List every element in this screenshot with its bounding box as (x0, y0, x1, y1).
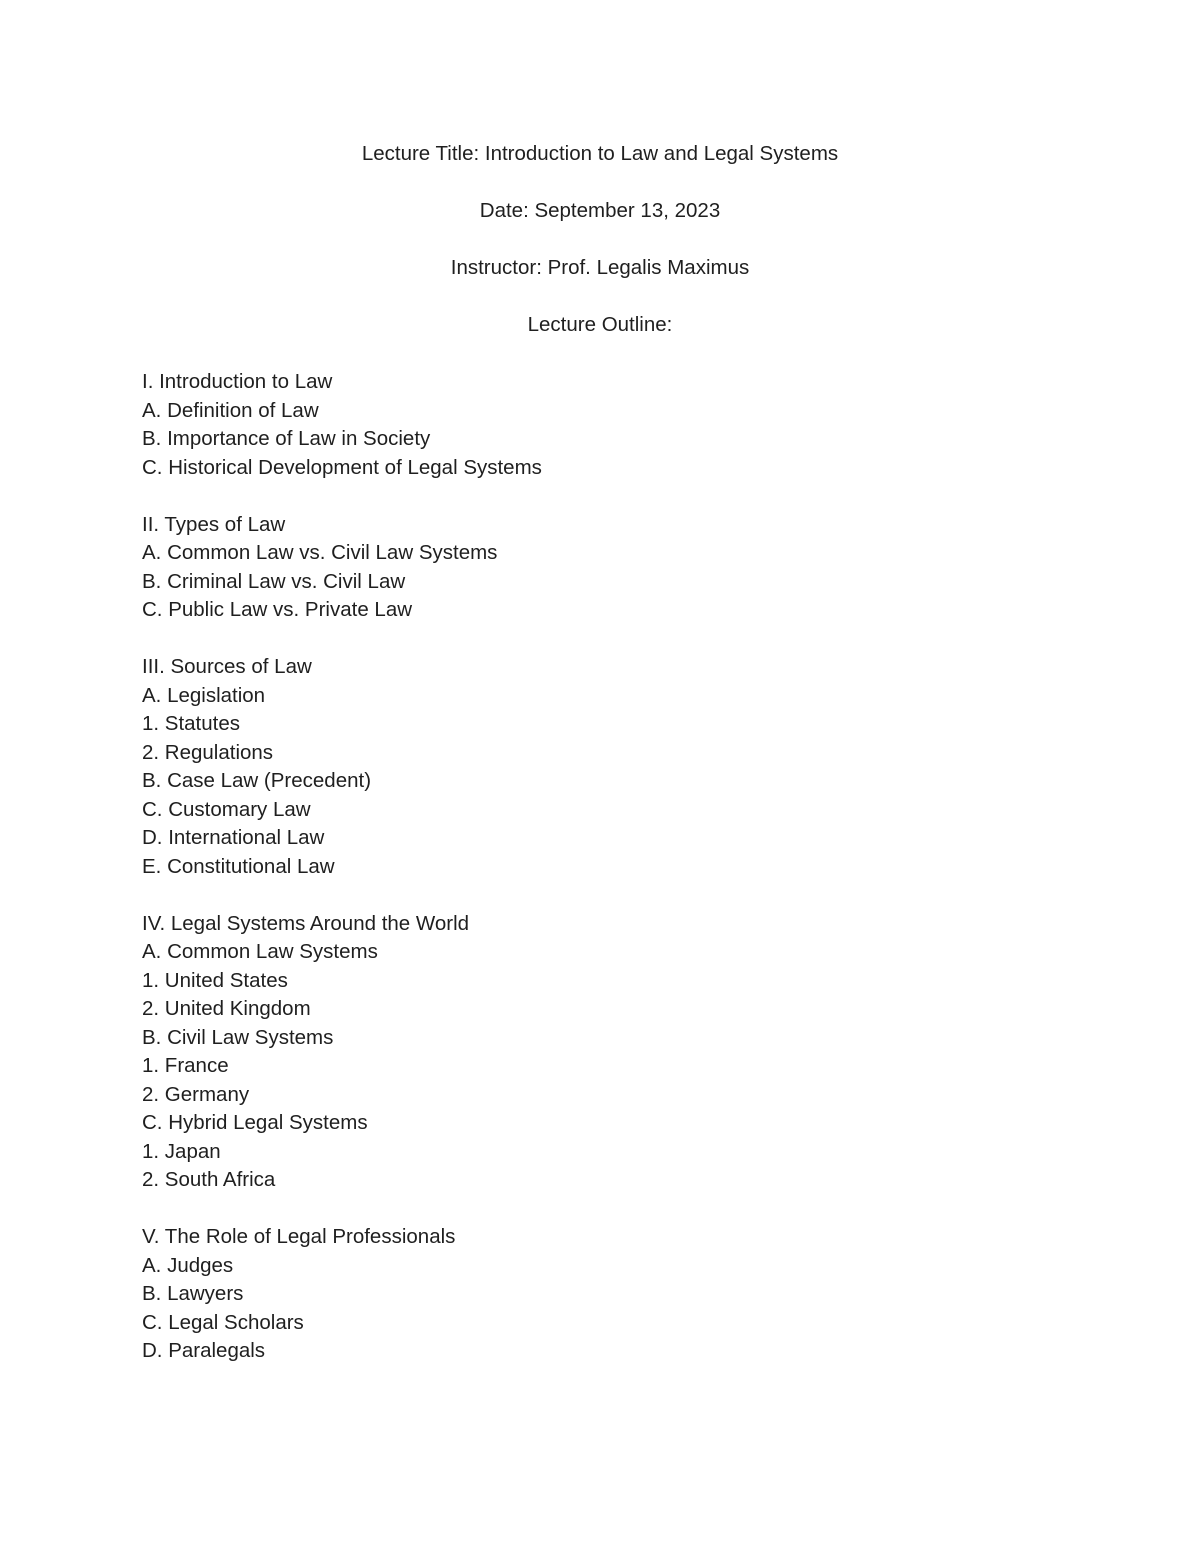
outline-item: B. Civil Law Systems (142, 1025, 334, 1049)
outline-item: B. Criminal Law vs. Civil Law (142, 569, 406, 593)
outline-item: A. Common Law Systems (142, 940, 378, 963)
document-header (0, 140, 1200, 368)
outline-item: 1. Statutes (142, 712, 241, 735)
outline-item: C. Historical Development of Legal Systems (142, 455, 542, 479)
outline-label: Lecture Outline: (527, 313, 673, 336)
section-heading: III. Sources of Law (142, 655, 312, 678)
outline-section-2 (142, 511, 1142, 625)
outline-item: B. Lawyers (142, 1282, 244, 1305)
lecture-title: Lecture Title: Introduction to Law and Legal Systems (361, 142, 839, 165)
outline-item: 1. France (142, 1054, 229, 1077)
outline-item: A. Legislation (142, 683, 266, 707)
outline-item: C. Legal Scholars (142, 1310, 304, 1334)
outline-item: 2. United Kingdom (142, 997, 311, 1020)
outline-item: D. International Law (142, 826, 325, 849)
outline-item: A. Definition of Law (142, 398, 319, 422)
section-heading: IV. Legal Systems Around the World (142, 911, 470, 935)
outline-item: D. Paralegals (142, 1339, 266, 1362)
lecture-date: Date: September 13, 2023 (479, 199, 721, 222)
lecture-outline (142, 368, 1142, 1394)
outline-item: 2. Regulations (142, 740, 274, 764)
outline-item: 1. Japan (142, 1139, 221, 1163)
outline-item: C. Public Law vs. Private Law (142, 598, 413, 621)
outline-item: E. Constitutional Law (142, 854, 335, 878)
section-heading: I. Introduction to Law (142, 370, 333, 393)
outline-item: 2. Germany (142, 1082, 250, 1106)
outline-section-3 (142, 653, 1142, 881)
outline-item: 1. United States (142, 968, 288, 992)
section-heading: V. The Role of Legal Professionals (142, 1225, 456, 1248)
section-heading: II. Types of Law (142, 512, 286, 536)
outline-item: A. Common Law vs. Civil Law Systems (142, 541, 498, 564)
outline-section-1 (142, 368, 1142, 482)
outline-item: A. Judges (142, 1253, 234, 1277)
lecture-instructor: Instructor: Prof. Legalis Maximus (450, 256, 750, 279)
outline-item: 2. South Africa (142, 1168, 276, 1191)
outline-item: C. Hybrid Legal Systems (142, 1111, 368, 1134)
outline-section-5 (142, 1223, 1142, 1366)
outline-section-4 (142, 910, 1142, 1195)
outline-item: B. Importance of Law in Society (142, 427, 431, 450)
outline-item: B. Case Law (Precedent) (142, 769, 372, 792)
outline-item: C. Customary Law (142, 797, 311, 821)
